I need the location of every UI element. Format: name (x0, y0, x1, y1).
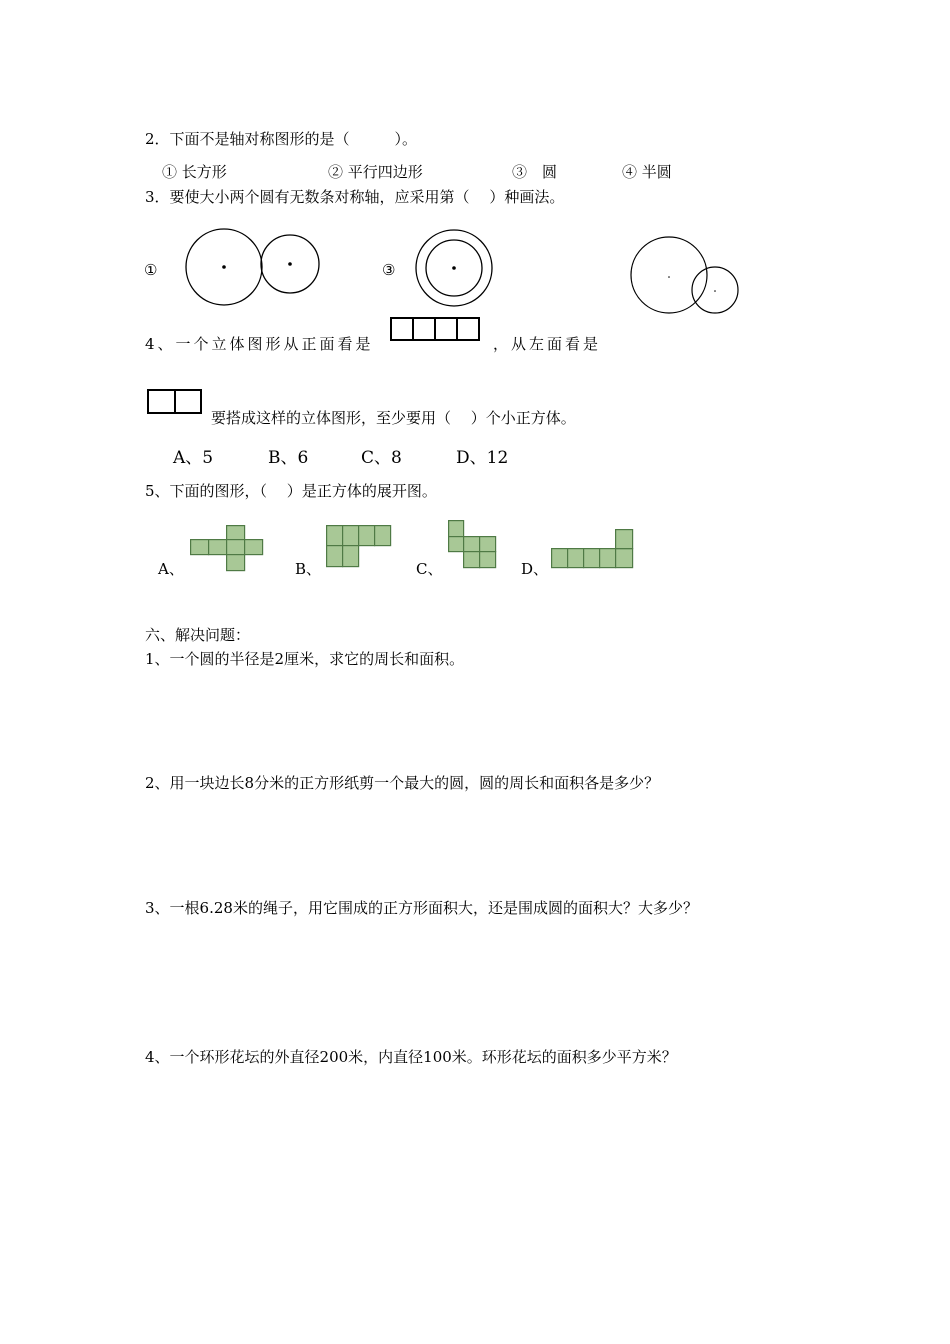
q5-label-c: C、 (416, 560, 443, 578)
q5-question: 5、下面的图形，（ ）是正方体的展开图。 (145, 482, 437, 500)
q3-figure-concentric-circles (410, 225, 500, 313)
q2-option-2: ② 平行四边形 (328, 163, 423, 181)
q3-label-1: ① (144, 261, 158, 279)
net-d (551, 529, 635, 575)
net-b (326, 525, 392, 573)
q3-figure-two-circles-touching (180, 225, 330, 310)
left-view-two-squares (147, 389, 202, 414)
q4-line2: 要搭成这样的立体图形，至少要用（ ）个小正方体。 (211, 409, 576, 427)
q5-label-d: D、 (521, 560, 549, 578)
problem-2: 2、用一块边长8分米的正方形纸剪一个最大的圆，圆的周长和面积各是多少？ (145, 774, 660, 792)
problem-3: 3、一根6.28米的绳子，用它围成的正方形面积大，还是围成圆的面积大？大多少？ (145, 899, 698, 917)
q2-option-3: ③ 圆 (512, 163, 558, 181)
q4-option-b: B、6 (268, 448, 309, 468)
q2-question: 2．下面不是轴对称图形的是（ ）。 (145, 130, 418, 148)
front-view-four-squares (390, 317, 480, 341)
net-c (448, 520, 498, 574)
q3-figure-overlapping-circles (625, 230, 747, 320)
q5-label-a: A、 (158, 560, 184, 578)
section6-title: 六、解决问题： (145, 626, 251, 644)
q3-label-3: ③ (382, 261, 396, 279)
q4-option-c: C、8 (361, 448, 402, 468)
q4-option-d: D、12 (456, 448, 509, 468)
q2-option-4: ④ 半圆 (622, 163, 672, 181)
problem-4: 4、一个环形花坛的外直径200米，内直径100米。环形花坛的面积多少平方米？ (145, 1048, 677, 1066)
problem-1: 1、一个圆的半径是2厘米，求它的周长和面积。 (145, 650, 465, 668)
net-a (190, 525, 264, 577)
q3-question: 3．要使大小两个圆有无数条对称轴，应采用第（ ）种画法。 (145, 188, 565, 206)
q2-option-1: ① 长方形 (162, 163, 227, 181)
q4-line1-prefix: 4、一个立体图形从正面看是 (145, 335, 374, 353)
q4-line1-suffix: ，从左面看是 (493, 335, 602, 353)
q5-label-b: B、 (295, 560, 322, 578)
q4-option-a: A、5 (173, 448, 214, 468)
